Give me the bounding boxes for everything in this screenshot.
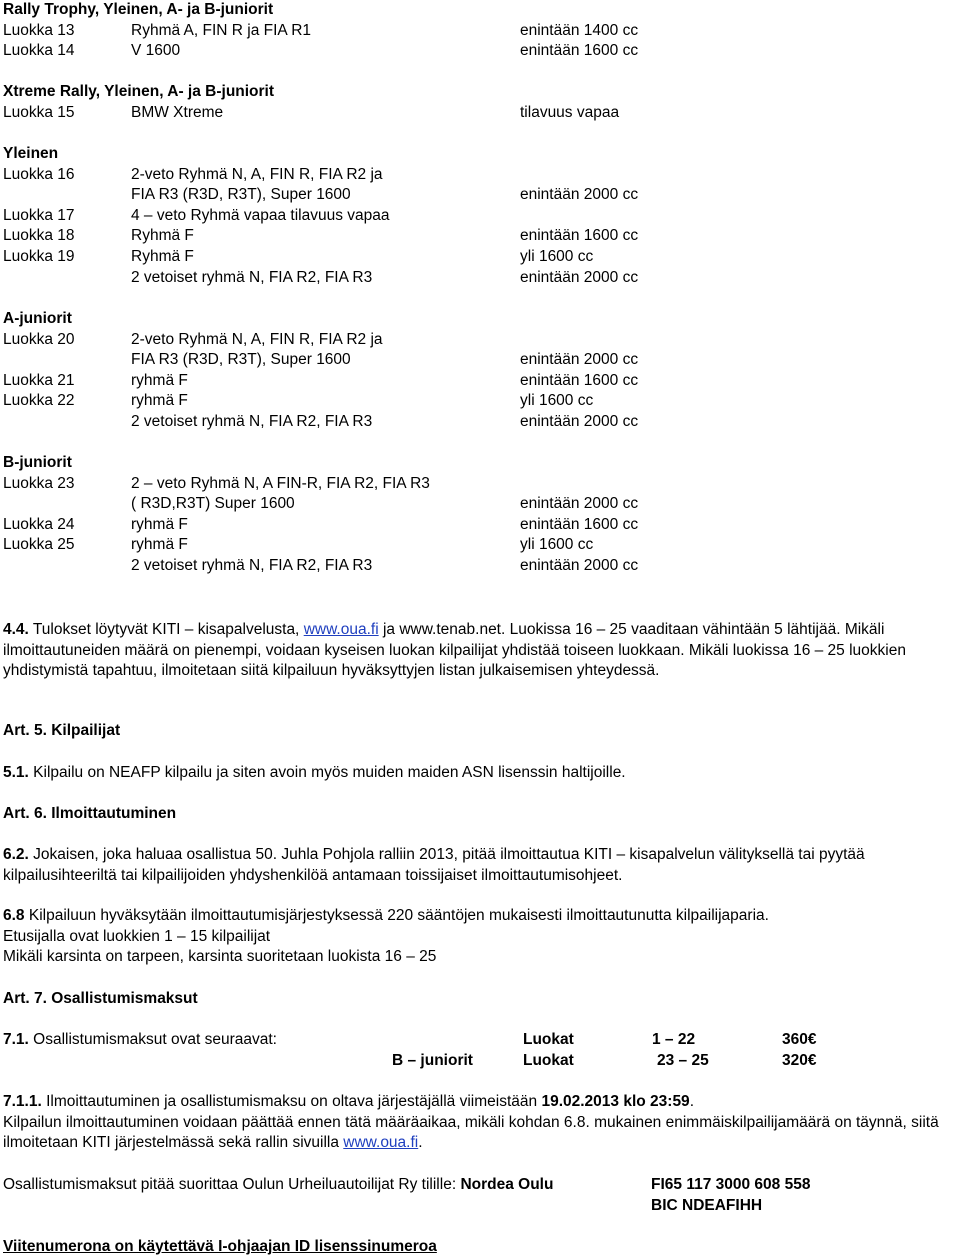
class-desc: FIA R3 (R3D, R3T), Super 1600 xyxy=(131,186,351,204)
group-title: Rally Trophy, Yleinen, A- ja B-juniorit xyxy=(3,1,274,18)
section-5-1 xyxy=(3,763,957,784)
class-id: Luokka 13 xyxy=(3,21,75,39)
text: Kilpailun ilmoittautuminen voidaan päättää ennen tätä määräaikaa, mikäli kohdan 6.8. mukainen enimmäiskilpailijamäärä on täynnä, siitä ilmoitetaan KITI järjestelmässä sekä rallin sivuilla xyxy=(3,1113,939,1151)
line: Etusijalla ovat luokkien 1 – 15 kilpailijat xyxy=(3,927,271,945)
class-row xyxy=(3,206,953,226)
class-desc: ( R3D,R3T) Super 1600 xyxy=(131,495,295,513)
class-desc: 2-veto Ryhmä N, A, FIN R, FIA R2 ja xyxy=(131,165,383,183)
fee-range-1: 1 – 22 xyxy=(652,1031,696,1048)
class-row xyxy=(3,515,953,535)
section-7-1-1 xyxy=(3,1092,957,1154)
class-row xyxy=(3,103,953,123)
section-6-8 xyxy=(3,906,957,968)
class-row xyxy=(3,165,953,185)
class-id: Luokka 18 xyxy=(3,227,75,245)
class-id: Luokka 19 xyxy=(3,248,75,265)
class-row xyxy=(3,185,953,205)
class-desc: BMW Xtreme xyxy=(131,103,224,121)
class-desc: Ryhmä F xyxy=(131,248,194,265)
section-7-1 xyxy=(3,1030,277,1050)
class-row xyxy=(3,412,953,432)
text: Tulokset löytyvät KITI – kisapalvelusta, xyxy=(28,621,304,638)
class-row xyxy=(3,21,953,41)
section-number: 7.1.1. xyxy=(3,1093,42,1110)
deadline: 19.02.2013 klo 23:59 xyxy=(541,1093,690,1110)
group-title: Xtreme Rally, Yleinen, A- ja B-juniorit xyxy=(3,83,275,100)
line xyxy=(3,1092,957,1113)
class-row xyxy=(3,226,953,246)
iban: FI65 117 3000 608 558 xyxy=(651,1176,811,1193)
art6-heading: Art. 6. Ilmoittautuminen xyxy=(3,805,177,822)
payment-line xyxy=(3,1175,553,1195)
text: Jokaisen, joka haluaa osallistua 50. Juhla Pohjola ralliin 2013, pitää ilmoittautua KITI – kisapalvelun välityksellä tai pyytää kilpailusihteeriltä tai kilpailijoiden yhdyshenkilöä antamaan toissijaiset ilmoittautumisohjeet. xyxy=(3,846,865,884)
fee-label-1: Luokat xyxy=(523,1031,574,1048)
class-row xyxy=(3,391,953,411)
text: Osallistumismaksut ovat seuraavat: xyxy=(28,1031,277,1048)
section-number: 5.1. xyxy=(3,764,29,781)
text: Kilpailuun hyväksytään ilmoittautumisjärjestyksessä 220 sääntöjen mukaisesti ilmoittautunutta kilpailijaparia. xyxy=(24,907,769,924)
line xyxy=(3,1113,957,1154)
text: Kilpailu on NEAFP kilpailu ja siten avoin myös muiden maiden ASN lisenssin haltijoille. xyxy=(28,764,626,781)
text: . xyxy=(418,1134,423,1151)
class-desc: V 1600 xyxy=(131,42,181,60)
class-desc: ryhmä F xyxy=(131,371,188,389)
art7-heading: Art. 7. Osallistumismaksut xyxy=(3,990,198,1007)
class-limit: enintään 2000 cc xyxy=(520,351,639,369)
class-desc: Ryhmä A, FIN R ja FIA R1 xyxy=(131,21,312,39)
class-row xyxy=(3,350,953,370)
class-row xyxy=(3,268,953,288)
class-row xyxy=(3,556,953,576)
class-limit: enintään 2000 cc xyxy=(520,268,639,286)
text: Ilmoittautuminen ja osallistumismaksu on oltava järjestäjällä viimeistään xyxy=(41,1093,542,1110)
class-row xyxy=(3,494,953,514)
class-limit: enintään 1600 cc xyxy=(520,42,639,60)
class-row xyxy=(3,474,953,494)
class-id: Luokka 25 xyxy=(3,536,75,554)
class-desc: 2 – veto Ryhmä N, A FIN-R, FIA R2, FIA R3 xyxy=(131,474,430,492)
class-desc: 4 – veto Ryhmä vapaa tilavuus vapaa xyxy=(131,206,390,224)
section-4-4 xyxy=(3,620,957,682)
class-limit: enintään 2000 cc xyxy=(520,495,639,513)
class-limit: yli 1600 cc xyxy=(520,248,594,265)
class-row xyxy=(3,330,953,350)
bank-name: Nordea Oulu xyxy=(460,1176,554,1193)
oua-link[interactable]: www.oua.fi xyxy=(343,1134,419,1151)
class-limit: yli 1600 cc xyxy=(520,392,594,410)
class-id: Luokka 24 xyxy=(3,515,75,533)
class-limit: tilavuus vapaa xyxy=(520,103,620,121)
class-row xyxy=(3,535,953,555)
section-number: 4.4. xyxy=(3,621,29,638)
class-desc: Ryhmä F xyxy=(131,227,194,245)
class-limit: yli 1600 cc xyxy=(520,536,594,554)
bic: BIC NDEAFIHH xyxy=(651,1197,763,1214)
footer-note: Viitenumerona on käytettävä I-ohjaajan ID lisenssinumeroa xyxy=(3,1238,437,1255)
class-desc: ryhmä F xyxy=(131,515,188,533)
fee-price-2: 320€ xyxy=(782,1052,817,1069)
class-id: Luokka 14 xyxy=(3,42,75,60)
class-id: Luokka 17 xyxy=(3,206,75,224)
fee-label-2: Luokat xyxy=(523,1052,574,1069)
section-number: 6.8 xyxy=(3,907,25,924)
text: Osallistumismaksut pitää suorittaa Oulun Urheiluautoilijat Ry tilille: xyxy=(3,1176,461,1193)
line: Mikäli karsinta on tarpeen, karsinta suoritetaan luokista 16 – 25 xyxy=(3,948,437,965)
class-desc: ryhmä F xyxy=(131,536,188,554)
text: . xyxy=(689,1093,694,1110)
class-id: Luokka 16 xyxy=(3,165,75,183)
class-id: Luokka 15 xyxy=(3,103,75,121)
class-desc: ryhmä F xyxy=(131,392,188,410)
class-limit: enintään 2000 cc xyxy=(520,557,639,574)
class-row xyxy=(3,371,953,391)
fee-price-1: 360€ xyxy=(782,1031,817,1048)
class-row xyxy=(3,247,953,267)
group-title: A-juniorit xyxy=(3,310,72,327)
fee-group-2: B – juniorit xyxy=(392,1052,473,1069)
group-title: B-juniorit xyxy=(3,454,72,471)
class-desc: 2 vetoiset ryhmä N, FIA R2, FIA R3 xyxy=(131,557,373,574)
section-6-2 xyxy=(3,845,957,886)
class-desc: FIA R3 (R3D, R3T), Super 1600 xyxy=(131,351,351,369)
class-desc: 2-veto Ryhmä N, A, FIN R, FIA R2 ja xyxy=(131,330,383,348)
class-id: Luokka 22 xyxy=(3,392,75,410)
class-row xyxy=(3,41,953,61)
class-limit: enintään 1600 cc xyxy=(520,515,639,533)
class-limit: enintään 2000 cc xyxy=(520,186,639,204)
class-limit: enintään 2000 cc xyxy=(520,413,639,430)
text: ja www.tenab.net. Luokissa 16 – 25 vaaditaan vähintään 5 lähtijää. Mikäli ilmoittautuneiden määrä on pienempi, voidaan kyseisen luokan kilpailijat yhdistää toiseen luokkaan. Mikäli luokissa 16 – 25 luokkien yhdistymistä tapahtuu, ilmoitetaan siitä kilpailuun hyväksyttyjen listan julkaisemisen yhteydessä. xyxy=(3,621,906,679)
class-id: Luokka 23 xyxy=(3,474,75,492)
section-number: 6.2. xyxy=(3,846,29,863)
fee-range-2: 23 – 25 xyxy=(657,1052,709,1069)
class-desc: 2 vetoiset ryhmä N, FIA R2, FIA R3 xyxy=(131,268,373,286)
class-id: Luokka 21 xyxy=(3,371,75,389)
group-title: Yleinen xyxy=(3,145,59,162)
class-limit: enintään 1600 cc xyxy=(520,227,639,245)
line xyxy=(3,906,957,927)
section-number: 7.1. xyxy=(3,1031,29,1048)
oua-link[interactable]: www.oua.fi xyxy=(303,621,379,638)
class-limit: enintään 1600 cc xyxy=(520,371,639,389)
class-id: Luokka 20 xyxy=(3,330,75,348)
art5-heading: Art. 5. Kilpailijat xyxy=(3,722,121,739)
class-desc: 2 vetoiset ryhmä N, FIA R2, FIA R3 xyxy=(131,413,373,430)
class-limit: enintään 1400 cc xyxy=(520,21,639,39)
